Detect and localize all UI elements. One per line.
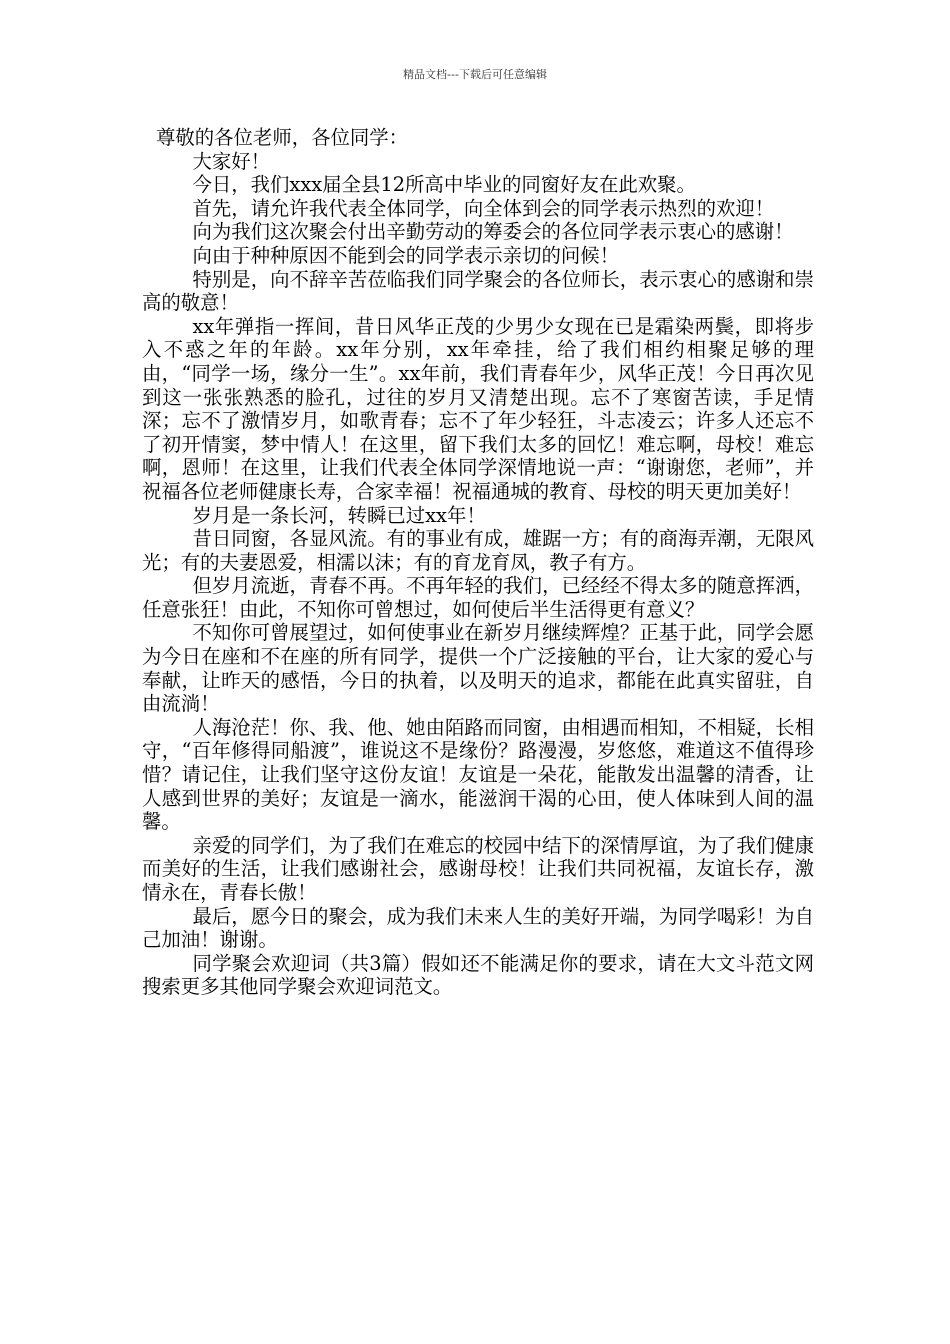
paragraph-regards-absent: 向由于种种原因不能到会的同学表示亲切的问候！ bbox=[192, 243, 620, 267]
paragraph-years-river: 岁月是一条长河，转瞬已过xx年！ bbox=[192, 503, 486, 527]
paragraph-thanks-committee: 向为我们这次聚会付出辛勤劳动的筹委会的各位同学表示衷心的感谢！ bbox=[192, 220, 794, 244]
paragraph-youth-gone: 但岁月流逝，青春不再。不再年轻的我们，已经经不得太多的随意挥洒，任意张狂！由此，不知你可曾想过，如何使后半生活得更有意义？ bbox=[142, 574, 814, 621]
paragraph-classmates-success: 昔日同窗，各显风流。有的事业有成，雄踞一方；有的商海弄潮，无限风光；有的夫妻恩爱，相濡以沫；有的育龙育凤，教子有方。 bbox=[142, 527, 814, 574]
page-header: 精品文档---下载后可任意编辑 bbox=[403, 68, 547, 81]
paragraph-greeting: 大家好！ bbox=[192, 149, 270, 173]
paragraph-thanks-teachers: 特别是，向不辞辛苦莅临我们同学聚会的各位师长，表示衷心的感谢和崇高的敬意！ bbox=[142, 267, 814, 315]
paragraph-platform: 不知你可曾展望过，如何使事业在新岁月继续辉煌？正基于此，同学会愿为今日在座和不在座的所有同学，提供一个广泛接触的平台，让大家的爱心与奉献，让昨天的感悟，今日的执着，以及明天的追求，都能在此真实留驻，自由流淌！ bbox=[142, 621, 814, 716]
paragraph-gathering: 今日，我们xxx届全县12所高中毕业的同窗好友在此欢聚。 bbox=[192, 173, 696, 197]
paragraph-memories: xx年弹指一挥间，昔日风华正茂的少男少女现在已是霜染两鬓，即将步入不惑之年的年龄。xx年分别，xx年牵挂，给了我们相约相聚足够的理由，“同学一场，缘分一生”。xx年前，我们青春年少，风华正茂！今日再次见到这一张张熟悉的脸孔，过往的岁月又清楚出现。忘不了寒窗苦读，手足情深；忘不了激情岁月，如歌青春；忘不了年少轻狂，斗志凌云；许多人还忘不了初开情窦，梦中情人！在这里，留下我们太多的回忆！难忘啊，母校！难忘啊，恩师！在这里，让我们代表全体同学深情地说一声：“谢谢您，老师”，并祝福各位老师健康长寿，合家幸福！祝福通城的教育、母校的明天更加美好！ bbox=[142, 314, 814, 503]
paragraph-friendship: 人海沧茫！你、我、他、她由陌路而同窗，由相遇而相知，不相疑，长相守，“百年修得同船渡”，谁说这不是缘份？路漫漫，岁悠悠，难道这不值得珍惜？请记住，让我们坚守这份友谊！友谊是一朵花，能散发出温馨的清香，让人感到世界的美好；友谊是一滴水，能滋润干渴的心田，使人体味到人间的温馨。 bbox=[142, 715, 814, 834]
paragraph-welcome: 首先，请允许我代表全体同学，向全体到会的同学表示热烈的欢迎！ bbox=[192, 196, 775, 220]
document-body bbox=[142, 126, 814, 999]
paragraph-closing: 最后，愿今日的聚会，成为我们未来人生的美好开端，为同学喝彩！为自己加油！谢谢。 bbox=[142, 904, 814, 952]
salutation: 尊敬的各位老师，各位同学： bbox=[156, 126, 409, 149]
paragraph-footer-note: 同学聚会欢迎词（共3篇）假如还不能满足你的要求，请在大文斗范文网搜索更多其他同学聚会欢迎词范文。 bbox=[142, 951, 814, 999]
paragraph-blessing: 亲爱的同学们，为了我们在难忘的校园中结下的深情厚谊，为了我们健康而美好的生活，让我们感谢社会，感谢母校！让我们共同祝福，友谊长存，激情永在，青春长傲！ bbox=[142, 833, 814, 904]
